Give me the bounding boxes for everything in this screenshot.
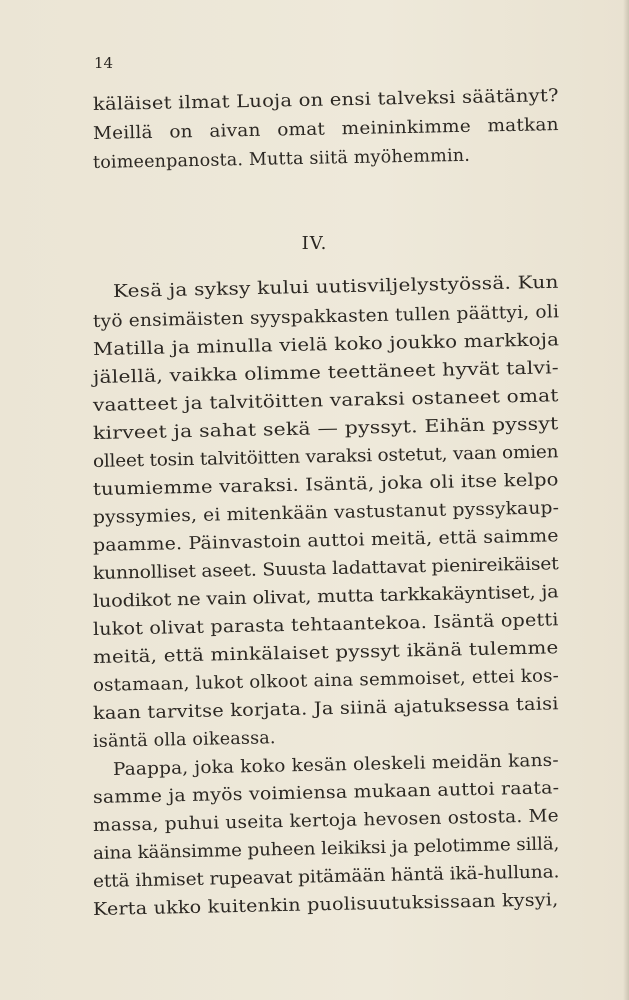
text-line: aina käänsimme puheen leikiksi ja pelotimme sillä, [92,834,560,864]
text-line: isäntä olla oikeassa. [92,728,276,752]
text-line: luodikot ne vain olivat, mutta tarkkakäyntiset, ja [92,582,559,612]
text-line: Paappa, joka koko kesän oleskeli meidän kans- [112,750,559,780]
text-line: toimeenpanosta. Mutta siitä myöhemmin. [92,145,471,173]
text-line: Matilla ja minulla vielä koko joukko markkoja [92,330,560,360]
chapter-heading: IV. [301,233,328,254]
text-line: samme ja myös voimiensa mukaan auttoi raata- [92,778,560,808]
text-line: lukot olivat parasta tehtaantekoa. Isäntä opetti [92,610,559,640]
text-line: Kesä ja syksy kului uutisviljelystyössä. Kun [112,272,559,302]
text-line: Meillä on aivan omat meininkimme matkan [92,115,559,144]
text-line: tuumiemme varaksi. Isäntä, joka oli itse kelpo [92,470,559,500]
text-line: pyssymies, ei mitenkään vastustanut pyssykaup- [92,498,560,528]
text-line: kirveet ja sahat sekä — pyssyt. Eihän pyssyt [92,414,559,444]
text-line: kunnolliset aseet. Suusta ladattavat pienireikäiset [92,554,559,584]
text-line: meitä, että minkälaiset pyssyt ikänä tulemme [92,638,559,668]
text-line: että ihmiset rupeavat pitämään häntä ikä-hulluna. [92,862,560,892]
text-line: kaan tarvitse korjata. Ja siinä ajatuksessa taisi [92,694,559,724]
page-number: 14 [94,54,114,72]
text-line: massa, puhui useita kertoja hevosen ostosta. Me [92,806,560,836]
text-line: paamme. Päinvastoin auttoi meitä, että saimme [92,526,559,556]
text-line: Kerta ukko kuitenkin puolisuutuksissaan kysyi, [92,890,559,920]
text-line: olleet tosin talvitöitten varaksi ostetut, vaan omien [92,442,559,472]
text-line: ostamaan, lukot olkoot aina semmoiset, ettei kos- [92,666,560,696]
text-line: vaatteet ja talvitöitten varaksi ostaneet omat [92,386,559,416]
text-line: työ ensimäisten syyspakkasten tullen päättyi, oli [92,302,560,332]
page-edge-shadow [623,0,629,1000]
text-line: jälellä, vaikka olimme teettäneet hyvät talvi- [92,358,560,388]
text-line: käläiset ilmat Luoja on ensi talveksi säätänyt? [92,86,559,115]
